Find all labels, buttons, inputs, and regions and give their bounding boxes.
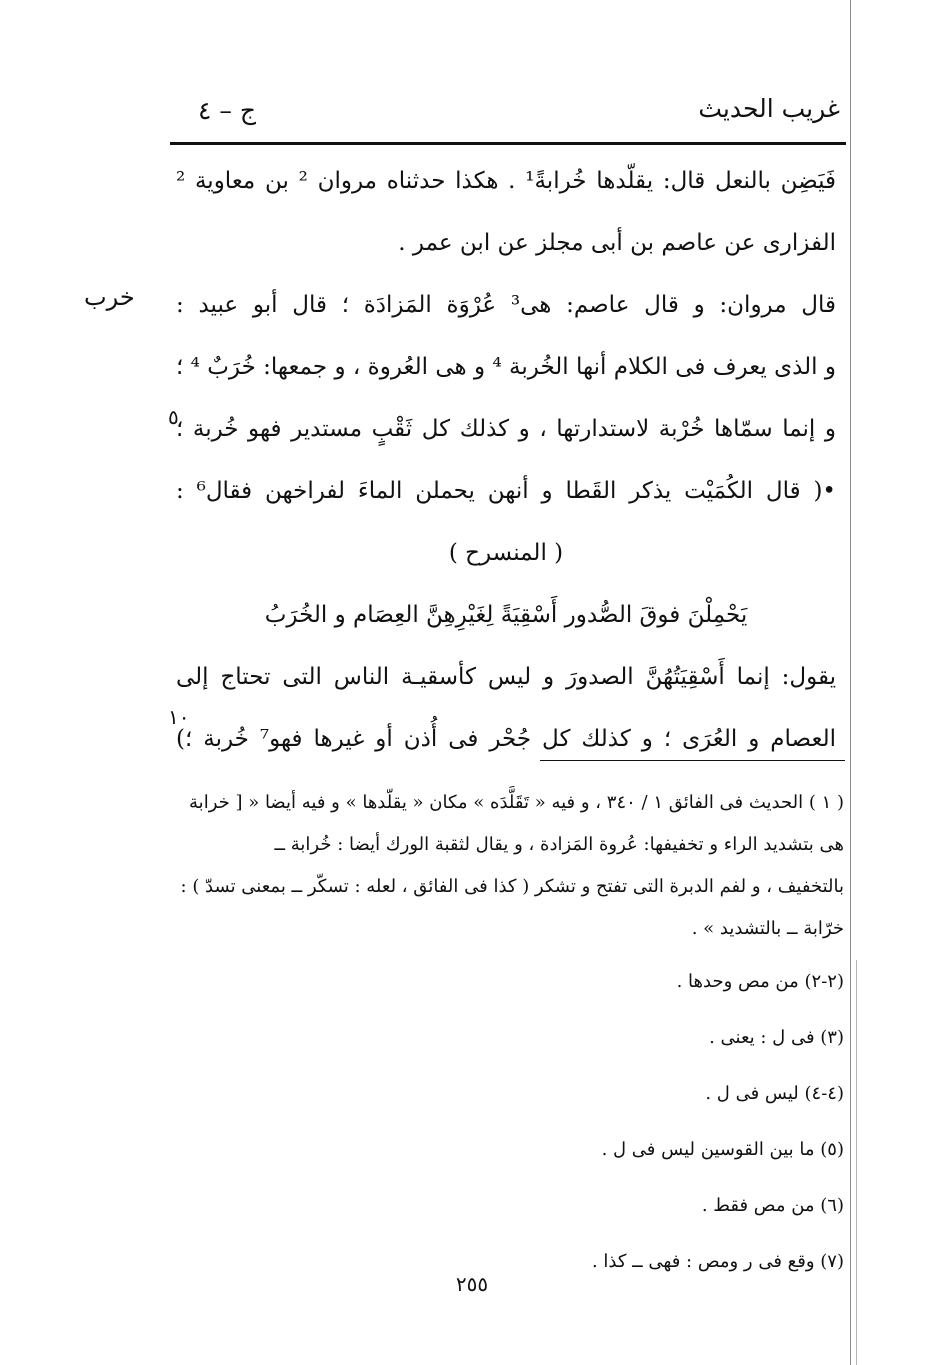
text-line: و الذى يعرف فى الكلام أنها الخُربة ⁴ و هى العُروة ، و جمعها: خُرَبٌ ⁴ ؛ — [176, 354, 836, 380]
footnote: ( ١ ) الحديث فى الفائق ١ / ٣٤٠ ، و فيه « تَقَلَّدَه » مكان « يقلّدها » و فيه أيضا « [ خرابة — [189, 792, 844, 813]
footnote: خرّابة ــ بالتشديد » . — [691, 918, 844, 939]
poetry-verse: يَحْمِلْنَ فوقَ الصُّدور أَسْقِيَةً لِغَيْرِهِنَّ العِصَام و الخُرَبُ — [264, 602, 748, 628]
text-line: يقول: إنما أَسْقِيَتُهُنَّ الصدورَ و ليس كأسقيـة الناس التى تحتاج إلى — [176, 664, 836, 690]
text-line: •( قال الكُمَيْت يذكر القَطا و أنهن يحملن الماءَ لفراخهن فقال⁶ : — [176, 478, 836, 504]
footnote: (٦) من مص فقط . — [701, 1195, 844, 1216]
page-edge-line — [850, 0, 851, 1365]
footnote-rule — [540, 760, 845, 761]
page-edge-line-faint — [856, 960, 857, 1365]
footnote: (٧) وقع فى ر ومص : فهى ــ كذا . — [591, 1251, 844, 1272]
text-line: العصام و العُرَى ؛ و كذلك كل جُحْر فى أُذن أو غيرها فهو⁷ خُربة ؛) — [176, 726, 836, 752]
footnote: (٥) ما بين القوسين ليس فى ل . — [601, 1139, 844, 1160]
header-rule — [170, 142, 846, 145]
running-header — [180, 92, 840, 136]
text-line: و إنما سمّاها خُرْبة لاستدارتها ، و كذلك كل ثَقْبٍ مستدير فهو خُربة ؛ — [176, 416, 836, 442]
footnote: (٣) فى ل : يعنى . — [709, 1027, 844, 1048]
page-number: ٢٥٥ — [455, 1272, 489, 1296]
line-number-5: ٥ — [168, 405, 179, 429]
text-line: فَيَضِن بالنعل قال: يقلّدها خُرابةً¹ . هكذا حدثناه مروان ² بن معاوية ² — [176, 168, 837, 194]
running-title: غريب الحديث — [698, 94, 840, 123]
volume-number: ج – ٤ — [198, 96, 256, 125]
footnote: هى بتشديد الراء و تخفيفها: عُروة المَزادة ، و يقال لثقبة الورك أيضا : خُرابة ــ — [274, 834, 844, 855]
line-number-10: ١٠ — [168, 705, 190, 729]
text-line: قال مروان: و قال عاصم: هى³ عُرْوَة المَزادَة ؛ قال أبو عبيد : — [176, 292, 836, 318]
margin-headword: خرب — [84, 283, 135, 311]
footnote: بالتخفيف ، و لفم الدبرة التى تفتح و تشكر ( كذا فى الفائق ، لعله : تسكّر ــ بمعنى تسدّ ) : — [180, 876, 844, 897]
footnotes — [159, 782, 844, 1286]
meter-label: ( المنسرح ) — [448, 540, 564, 566]
main-text — [176, 150, 836, 770]
text-line: الفزارى عن عاصم بن أبى مجلز عن ابن عمر . — [398, 230, 836, 256]
footnote: (٢-٢) من مص وحدها . — [676, 971, 844, 992]
footnote: (٤-٤) ليس فى ل . — [705, 1083, 844, 1104]
